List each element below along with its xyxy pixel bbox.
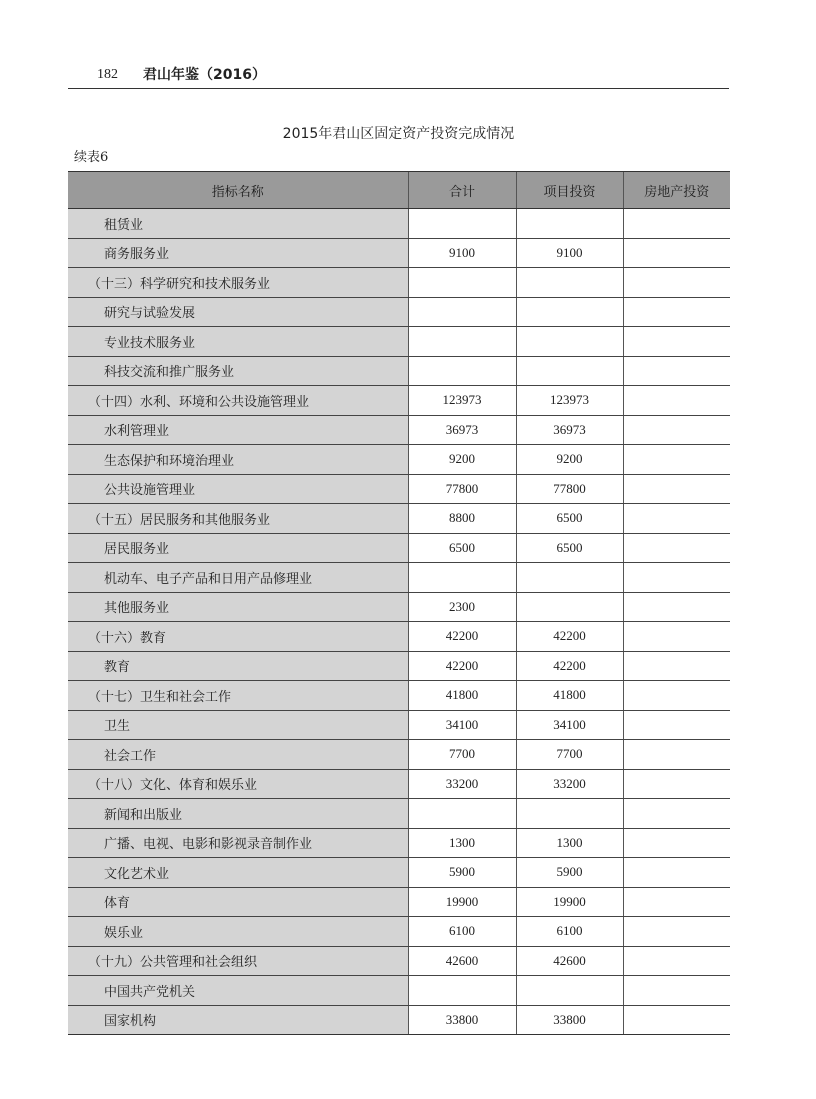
total-cell: 9200 [408, 445, 516, 475]
total-cell: 41800 [408, 681, 516, 711]
column-header-real-estate-investment: 房地产投资 [623, 172, 730, 209]
table-row [68, 887, 730, 917]
total-cell: 2300 [408, 592, 516, 622]
total-cell [408, 209, 516, 239]
project-investment-cell: 123973 [516, 386, 623, 416]
total-cell: 42600 [408, 946, 516, 976]
total-cell: 7700 [408, 740, 516, 770]
project-investment-cell: 42600 [516, 946, 623, 976]
project-investment-cell: 33800 [516, 1005, 623, 1035]
table-row [68, 769, 730, 799]
project-investment-cell: 42200 [516, 651, 623, 681]
table-row [68, 828, 730, 858]
indicator-name: 水利管理业 [104, 424, 170, 440]
real-estate-investment-cell [623, 445, 730, 475]
real-estate-investment-cell [623, 268, 730, 298]
indicator-name-cell [68, 622, 408, 652]
total-cell [408, 268, 516, 298]
project-investment-cell [516, 799, 623, 829]
table-row [68, 563, 730, 593]
indicator-name: 中国共产党机关 [104, 984, 196, 1000]
indicator-name-cell [68, 858, 408, 888]
real-estate-investment-cell [623, 1005, 730, 1035]
indicator-name: 体育 [104, 896, 131, 912]
total-cell: 42200 [408, 622, 516, 652]
table-row [68, 681, 730, 711]
indicator-name: 其他服务业 [104, 601, 170, 617]
indicator-name-cell [68, 769, 408, 799]
indicator-name: 卫生 [104, 719, 131, 735]
table-header-row [68, 172, 730, 209]
real-estate-investment-cell [623, 740, 730, 770]
indicator-name: 研究与试验发展 [104, 306, 196, 322]
real-estate-investment-cell [623, 504, 730, 534]
indicator-name-cell [68, 1005, 408, 1035]
real-estate-investment-cell [623, 828, 730, 858]
table-row [68, 592, 730, 622]
indicator-name-cell [68, 740, 408, 770]
table-row [68, 209, 730, 239]
real-estate-investment-cell [623, 356, 730, 386]
real-estate-investment-cell [623, 209, 730, 239]
project-investment-cell [516, 297, 623, 327]
real-estate-investment-cell [623, 297, 730, 327]
total-cell: 6500 [408, 533, 516, 563]
table-row [68, 917, 730, 947]
indicator-name: 国家机构 [104, 1014, 157, 1030]
table-row [68, 445, 730, 475]
real-estate-investment-cell [623, 917, 730, 947]
project-investment-cell: 6100 [516, 917, 623, 947]
indicator-name: 居民服务业 [104, 542, 170, 558]
project-investment-cell: 42200 [516, 622, 623, 652]
indicator-name-cell [68, 533, 408, 563]
project-investment-cell: 9100 [516, 238, 623, 268]
table-row [68, 474, 730, 504]
indicator-name: 社会工作 [104, 748, 157, 764]
table-row [68, 740, 730, 770]
indicator-name-cell [68, 356, 408, 386]
project-investment-cell: 19900 [516, 887, 623, 917]
indicator-name-cell [68, 887, 408, 917]
table-row [68, 386, 730, 416]
project-investment-cell [516, 209, 623, 239]
indicator-name-cell [68, 209, 408, 239]
project-investment-cell: 34100 [516, 710, 623, 740]
total-cell: 8800 [408, 504, 516, 534]
project-investment-cell [516, 327, 623, 357]
project-investment-cell: 1300 [516, 828, 623, 858]
real-estate-investment-cell [623, 710, 730, 740]
real-estate-investment-cell [623, 681, 730, 711]
project-investment-cell: 7700 [516, 740, 623, 770]
real-estate-investment-cell [623, 651, 730, 681]
table-row [68, 297, 730, 327]
table-row [68, 533, 730, 563]
total-cell: 123973 [408, 386, 516, 416]
total-cell [408, 327, 516, 357]
indicator-name: （十六）教育 [88, 630, 167, 646]
real-estate-investment-cell [623, 474, 730, 504]
real-estate-investment-cell [623, 238, 730, 268]
indicator-name: 商务服务业 [104, 247, 170, 263]
project-investment-cell [516, 356, 623, 386]
indicator-name: （十七）卫生和社会工作 [88, 689, 232, 705]
total-cell: 19900 [408, 887, 516, 917]
indicator-name-cell [68, 327, 408, 357]
real-estate-investment-cell [623, 415, 730, 445]
project-investment-cell [516, 563, 623, 593]
column-header-project-investment: 项目投资 [516, 172, 623, 209]
table-row [68, 327, 730, 357]
real-estate-investment-cell [623, 592, 730, 622]
table-row [68, 946, 730, 976]
table-row [68, 504, 730, 534]
indicator-name: 文化艺术业 [104, 866, 170, 882]
indicator-name: 专业技术服务业 [104, 335, 196, 351]
indicator-name: 租赁业 [104, 217, 144, 233]
indicator-name: （十四）水利、环境和公共设施管理业 [88, 394, 310, 410]
indicator-name-cell [68, 651, 408, 681]
real-estate-investment-cell [623, 327, 730, 357]
total-cell [408, 976, 516, 1006]
table-row [68, 622, 730, 652]
project-investment-cell: 77800 [516, 474, 623, 504]
project-investment-cell: 41800 [516, 681, 623, 711]
project-investment-cell: 9200 [516, 445, 623, 475]
total-cell: 42200 [408, 651, 516, 681]
real-estate-investment-cell [623, 533, 730, 563]
page-number: 182 [97, 67, 118, 82]
indicator-name-cell [68, 238, 408, 268]
project-investment-cell: 36973 [516, 415, 623, 445]
total-cell: 6100 [408, 917, 516, 947]
indicator-name: 娱乐业 [104, 925, 144, 941]
total-cell: 33200 [408, 769, 516, 799]
project-investment-cell: 33200 [516, 769, 623, 799]
indicator-name-cell [68, 917, 408, 947]
real-estate-investment-cell [623, 946, 730, 976]
indicator-name: 广播、电视、电影和影视录音制作业 [104, 837, 313, 853]
total-cell: 34100 [408, 710, 516, 740]
project-investment-cell [516, 592, 623, 622]
total-cell [408, 563, 516, 593]
indicator-name-cell [68, 415, 408, 445]
total-cell: 5900 [408, 858, 516, 888]
real-estate-investment-cell [623, 622, 730, 652]
total-cell: 9100 [408, 238, 516, 268]
indicator-name-cell [68, 297, 408, 327]
indicator-name: 科技交流和推广服务业 [104, 365, 235, 381]
project-investment-cell: 6500 [516, 533, 623, 563]
total-cell [408, 356, 516, 386]
real-estate-investment-cell [623, 769, 730, 799]
indicator-name: 新闻和出版业 [104, 807, 183, 823]
real-estate-investment-cell [623, 799, 730, 829]
indicator-name-cell [68, 268, 408, 298]
indicator-name-cell [68, 799, 408, 829]
indicator-name: 生态保护和环境治理业 [104, 453, 235, 469]
indicator-name-cell [68, 710, 408, 740]
total-cell [408, 799, 516, 829]
table-row [68, 1005, 730, 1035]
indicator-name-cell [68, 592, 408, 622]
page-header [68, 66, 729, 89]
real-estate-investment-cell [623, 976, 730, 1006]
table-row [68, 710, 730, 740]
project-investment-cell: 6500 [516, 504, 623, 534]
indicator-name: （十九）公共管理和社会组织 [88, 955, 258, 971]
total-cell: 77800 [408, 474, 516, 504]
table-row [68, 651, 730, 681]
table-row [68, 799, 730, 829]
table-row [68, 858, 730, 888]
book-title: 君山年鉴（2016） [143, 67, 266, 83]
column-header-indicator: 指标名称 [68, 172, 408, 209]
table-continuation-label: 续表6 [74, 150, 109, 165]
table-row [68, 238, 730, 268]
indicator-name: （十五）居民服务和其他服务业 [88, 512, 271, 528]
indicator-name-cell [68, 563, 408, 593]
project-investment-cell: 5900 [516, 858, 623, 888]
indicator-name: （十三）科学研究和技术服务业 [88, 276, 271, 292]
total-cell: 1300 [408, 828, 516, 858]
real-estate-investment-cell [623, 858, 730, 888]
total-cell [408, 297, 516, 327]
table-row [68, 268, 730, 298]
real-estate-investment-cell [623, 887, 730, 917]
indicator-name: 教育 [104, 660, 131, 676]
indicator-name: （十八）文化、体育和娱乐业 [88, 778, 258, 794]
indicator-name: 机动车、电子产品和日用产品修理业 [104, 571, 313, 587]
indicator-name-cell [68, 946, 408, 976]
real-estate-investment-cell [623, 563, 730, 593]
real-estate-investment-cell [623, 386, 730, 416]
total-cell: 33800 [408, 1005, 516, 1035]
indicator-name-cell [68, 504, 408, 534]
indicator-name-cell [68, 474, 408, 504]
table-row [68, 415, 730, 445]
indicator-name-cell [68, 386, 408, 416]
table-row [68, 976, 730, 1006]
project-investment-cell [516, 976, 623, 1006]
column-header-total: 合计 [408, 172, 516, 209]
indicator-name-cell [68, 445, 408, 475]
project-investment-cell [516, 268, 623, 298]
indicator-name: 公共设施管理业 [104, 483, 196, 499]
table-title: 2015年君山区固定资产投资完成情况 [282, 126, 515, 142]
investment-table [68, 171, 730, 1035]
indicator-name-cell [68, 976, 408, 1006]
table-row [68, 356, 730, 386]
total-cell: 36973 [408, 415, 516, 445]
indicator-name-cell [68, 828, 408, 858]
indicator-name-cell [68, 681, 408, 711]
table-body [68, 209, 730, 1035]
